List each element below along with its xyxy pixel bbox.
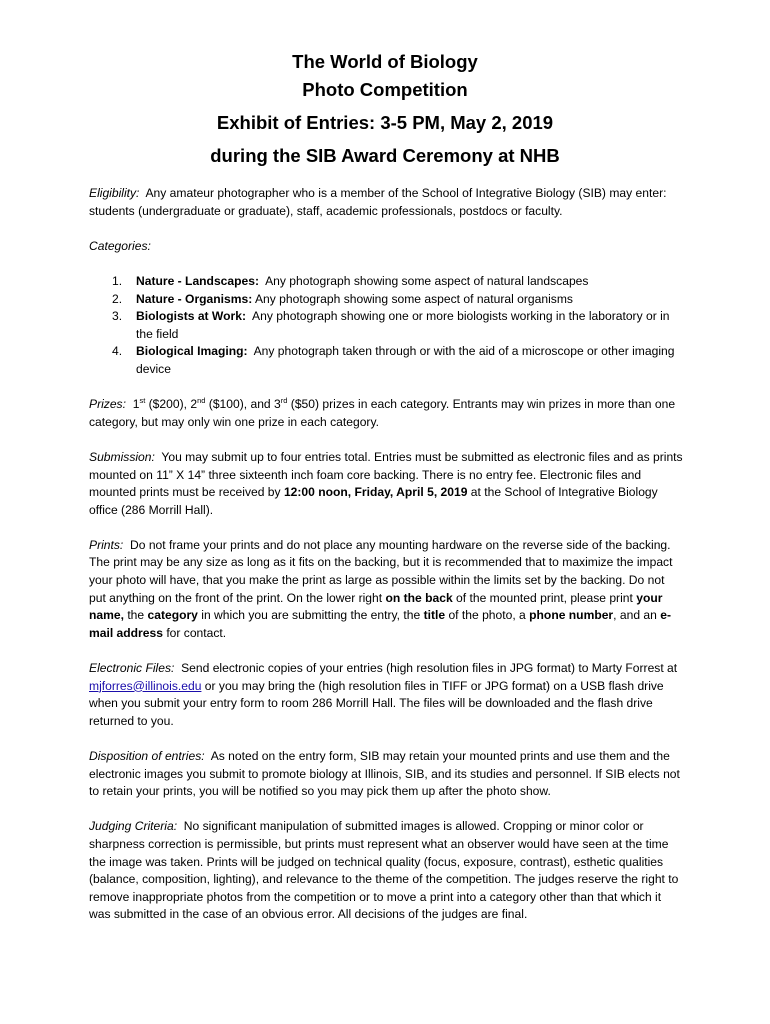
title-line-2: Photo Competition <box>302 79 468 100</box>
submission-paragraph <box>89 449 683 519</box>
prints-text: in which you are submitting the entry, the <box>197 608 424 623</box>
prizes-label: Prizes: <box>89 397 126 412</box>
prints-emphasis: e-mail address <box>89 608 671 640</box>
category-description: Any photograph showing some aspect of natural organisms <box>254 291 573 306</box>
category-number: 1. <box>112 273 123 288</box>
third-prize-suffix: rd <box>280 396 288 406</box>
disposition-text: As noted on the entry form, SIB may retain your mounted prints and use them and the electronic images you submit to promote biology at Illinois, SIB, and its studies and personnel. If SIB elects not to retain your prints, you will be notified so you may pick them up after the photo show. <box>89 749 680 799</box>
prints-text: the <box>123 608 148 623</box>
submission-text: You may submit up to four entries total. Entries must be submitted as electronic files and as prints mounted on 11” X 14” three sixteenth inch foam core backing. There is no entry fee. Electronic files and mounted prints must be received by <box>89 449 683 500</box>
eligibility-text: Any amateur photographer who is a member of the School of Integrative Biology (SIB) may enter: students (undergraduate or graduate), staff, academic professionals, postdocs or faculty. <box>89 186 667 218</box>
document-title <box>0 48 770 170</box>
category-name: Nature - Landscapes: <box>136 273 259 288</box>
category-description: Any photograph showing some aspect of natural landscapes <box>265 273 589 288</box>
second-prize-amount: ($100), and <box>208 397 275 412</box>
category-number: 4. <box>112 344 123 359</box>
category-number: 3. <box>112 309 123 324</box>
eligibility-label: Eligibility: <box>89 186 140 200</box>
title-line-1: The World of Biology <box>292 51 478 72</box>
document-body <box>89 185 683 942</box>
third-prize-number: 3 <box>274 397 281 412</box>
category-number: 2. <box>112 291 123 306</box>
prints-emphasis: on the back <box>385 590 453 605</box>
title-line-4: during the SIB Award Ceremony at NHB <box>210 145 560 166</box>
category-description: Any photograph showing one or more biologists working in the laboratory or in the field <box>136 309 670 341</box>
submission-deadline: 12:00 noon, Friday, April 5, 2019 <box>283 485 468 500</box>
prints-text: of the photo, a <box>445 608 530 623</box>
prints-text: for contact. <box>162 625 227 640</box>
submission-label: Submission: <box>89 449 155 464</box>
first-prize-suffix: st <box>139 396 146 406</box>
prints-emphasis: phone number <box>529 608 614 623</box>
second-prize-number: 2 <box>190 397 198 412</box>
category-item <box>89 343 683 378</box>
eligibility-paragraph <box>89 185 683 220</box>
first-prize-number: 1 <box>132 397 140 412</box>
judging-paragraph <box>89 818 683 924</box>
electronic-files-text-end: or you may bring the (high resolution files in TIFF or JPG format) on a USB flash drive when you submit your entry form to room 286 Morrill Hall. The files will be downloaded and the flash drive returned to you. <box>89 678 664 728</box>
prizes-text: ($50) prizes in each category. Entrants may win prizes in more than one category, but may only win one prize in each category. <box>89 397 676 429</box>
category-name: Biological Imaging: <box>136 344 248 359</box>
category-description: Any photograph taken through or with the aid of a microscope or other imaging device <box>136 344 675 376</box>
category-item <box>89 291 683 309</box>
title-line-3: Exhibit of Entries: 3-5 PM, May 2, 2019 <box>216 112 554 133</box>
category-item <box>89 273 683 291</box>
first-prize-amount: ($200), <box>148 397 191 412</box>
categories-list <box>89 273 683 379</box>
category-name: Biologists at Work: <box>136 309 246 324</box>
electronic-files-paragraph <box>89 660 683 730</box>
prizes-paragraph <box>89 396 683 431</box>
category-name: Nature - Organisms: <box>136 291 253 306</box>
disposition-paragraph <box>89 748 683 801</box>
prints-emphasis: your name, <box>89 590 663 623</box>
prints-text: Do not frame your prints and do not place any mounting hardware on the reverse side of the backing. The print may be any size as long as it fits on the backing, but it is recommended that to maximize the impact your photo will have, that you make the print as large as possible within the limits set by the backing. Do not put anything on the front of the print. On the lower right <box>89 537 673 605</box>
electronic-files-text: Send electronic copies of your entries (high resolution files in JPG format) to Marty Forrest at <box>181 661 678 676</box>
submission-text-end: at the School of Integrative Biology office (286 Morrill Hall). <box>89 485 658 517</box>
prints-text: , and an <box>613 608 661 623</box>
category-item <box>89 308 683 343</box>
second-prize-suffix: nd <box>197 396 206 406</box>
judging-label: Judging Criteria: <box>89 819 178 834</box>
prints-text: of the mounted print, please print <box>452 590 637 605</box>
prints-emphasis: title <box>423 608 446 623</box>
disposition-label: Disposition of entries: <box>89 749 205 763</box>
prints-emphasis: category <box>147 608 198 623</box>
email-link[interactable]: mjforres@illinois.edu <box>89 678 202 693</box>
electronic-files-label: Electronic Files: <box>89 661 175 676</box>
prints-paragraph <box>89 537 683 643</box>
prints-label: Prints: <box>89 537 124 552</box>
judging-text: No significant manipulation of submitted images is allowed. Cropping or minor color or sharpness correction is permissible, but prints must represent what an observer would have seen at the time the image was taken. Prints will be judged on technical quality (focus, exposure, contrast), esthetic qualities (balance, composition, lighting), and relevance to the theme of the competition. The judges reserve the right to remove inappropriate photos from the competition or to move a print into a category other than that which it was submitted in the case of an obvious error. All decisions of the judges are final. <box>89 819 679 922</box>
categories-label: Categories: <box>89 238 151 253</box>
